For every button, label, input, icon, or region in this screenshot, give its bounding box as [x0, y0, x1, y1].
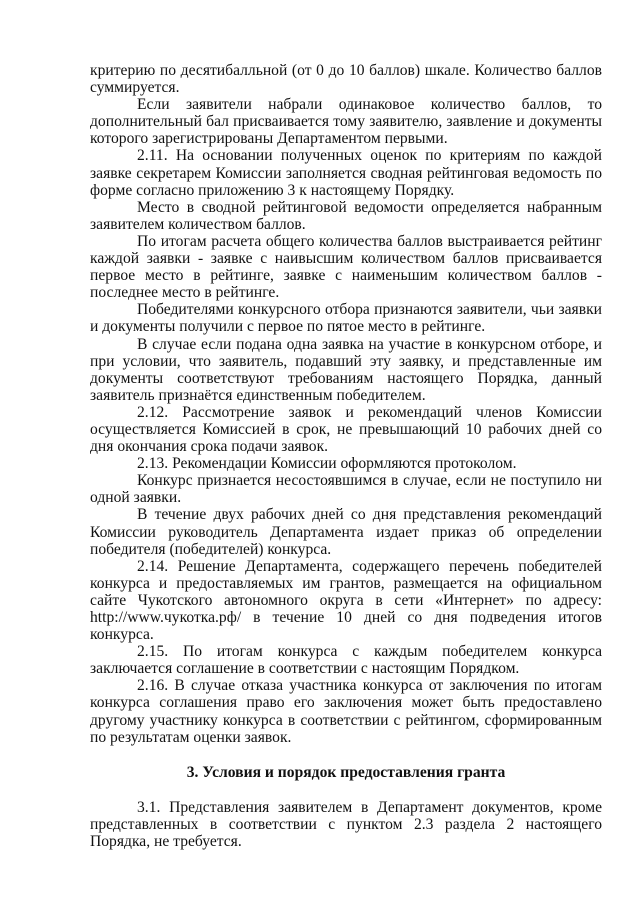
paragraph-equal-points: Если заявители набрали одинаковое количество баллов, то дополнительный бал присваивается тому заявителю, заявление и документы которого зарегистрированы Департаментом первыми. — [90, 96, 602, 148]
paragraph-rating-calculation: По итогам расчета общего количества баллов выстраивается рейтинг каждой заявки - заявке с наивысшим количеством баллов присваивается первое место в рейтинге, заявке с наименьшим количеством баллов - последнее место в рейтинге. — [90, 232, 602, 302]
paragraph-winners: Победителями конкурсного отбора признаются заявители, чьи заявки и документы получили с первое по пятое место в рейтинге. — [90, 301, 602, 336]
paragraph-single-application: В случае если подана одна заявка на участие в конкурсном отборе, и при условии, что заявитель, подавший эту заявку, и представленные им документы соответствуют требованиям настоящего Порядка, данный заявитель признаётся единственным победителем. — [90, 335, 602, 404]
paragraph-3-1: 3.1. Представления заявителем в Департамент документов, кроме представленных в соответствии с пунктом 2.3 раздела 2 настоящего Порядка, не требуется. — [90, 798, 602, 851]
section-heading: 3. Условия и порядок предоставления гранта — [186, 763, 506, 781]
paragraph-rating-place: Место в сводной рейтинговой ведомости определяется набранным заявителем количеством баллов. — [90, 198, 602, 233]
paragraph-order-issue: В течение двух рабочих дней со дня представления рекомендаций Комиссии руководитель Департамента издает приказ об определении победителя (победителей) конкурса. — [90, 506, 602, 558]
paragraph-contest-failed: Конкурс признается несостоявшимся в случае, если не поступило ни одной заявки. — [90, 472, 602, 507]
document-page — [90, 62, 602, 850]
paragraph-2-12: 2.12. Рассмотрение заявок и рекомендаций членов Комиссии осуществляется Комиссией в срок, не превышающий 10 рабочих дней со дня окончания срока подачи заявок. — [90, 403, 602, 456]
paragraph-2-11: 2.11. На основании полученных оценок по критериям по каждой заявке секретарем Комиссии заполняется сводная рейтинговая ведомость по форме согласно приложению 3 к настоящему Порядку. — [90, 147, 602, 199]
paragraph-2-14: 2.14. Решение Департамента, содержащего перечень победителей конкурса и предоставляемых им грантов, размещается на официальном сайте Чукотского автономного округа в сети «Интернет» по адресу: http://www.чукотка.рф/ в течение 10 дней со дня подведения итогов конкурса. — [90, 557, 602, 644]
paragraph-2-15: 2.15. По итогам конкурса с каждым победителем конкурса заключается соглашение в соответствии с настоящим Порядком. — [90, 643, 602, 678]
paragraph-criteria-scale: критерию по десятибалльной (от 0 до 10 баллов) шкале. Количество баллов суммируется. — [90, 62, 602, 97]
paragraph-2-16: 2.16. В случае отказа участника конкурса от заключения по итогам конкурса соглашения право его заключения может быть предоставлено другому участнику конкурса в соответствии с рейтингом, сформированным по результатам оценки заявок. — [90, 677, 602, 746]
paragraph-2-13: 2.13. Рекомендации Комиссии оформляются протоколом. — [137, 455, 517, 473]
